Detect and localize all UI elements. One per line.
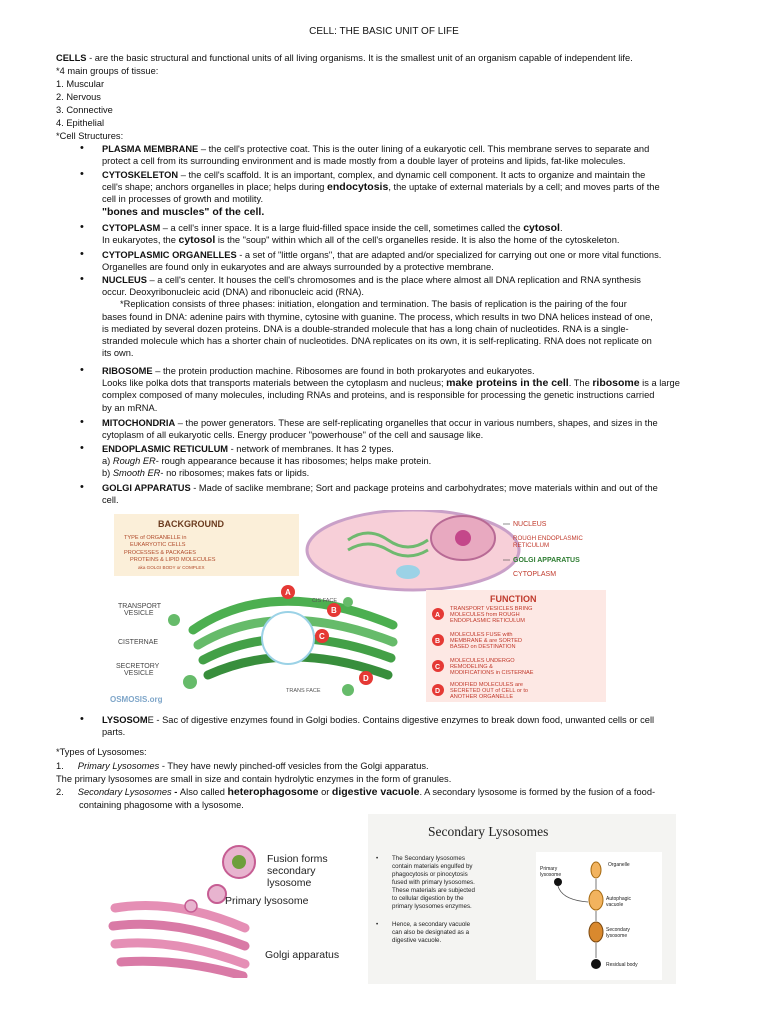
type-2-detail: containing phagosome with a lysosome.	[79, 800, 244, 810]
label-secretory: SECRETORY	[116, 663, 160, 670]
fn-b-line3: BASED on DESTINATION	[450, 644, 516, 650]
slide-b1-line5: These materials are subjected	[392, 887, 475, 894]
secondary-lysosome-shape	[589, 922, 603, 942]
type-2-item: 2. Secondary Lysosomes - Also called heterophagosome or digestive vacuole. A secondary lysosome is formed by the fusion of a food-	[56, 786, 656, 798]
bullet: •	[80, 442, 84, 454]
marker-d-label: D	[363, 674, 369, 683]
bullet: •	[80, 416, 84, 428]
slide-b1-line6: to cellular digestion by the	[392, 895, 464, 902]
golgi-apparatus-item: GOLGI APPARATUS - Made of saclike membrane; Sort and package proteins and carbohydrates; move materials within and out of the cell.	[102, 483, 658, 506]
slide-b2-line2: can also be designated as a	[392, 929, 470, 936]
bullet: •	[80, 142, 84, 154]
label-vesicle: VESICLE	[124, 610, 154, 617]
bullet: •	[80, 364, 84, 376]
page-title: CELL: THE BASIC UNIT OF LIFE	[309, 26, 459, 37]
golgi-cisterna	[121, 961, 243, 976]
fn-d-line1: MODIFIED MOLECULES are	[450, 682, 524, 688]
marker-b-label: B	[331, 606, 337, 615]
function-title: FUNCTION	[490, 594, 537, 604]
marker-c-label: C	[319, 632, 325, 641]
cytoplasm-item: CYTOPLASM – a cell's inner space. It is a large fluid-filled space inside the cell, sometimes called the cytosol. In eukaryotes, the cytosol is the "soup" within which all of the cell's organelles reside. It is also the home of the cytoskeleton.	[102, 222, 620, 247]
fn-d-line3: ANOTHER ORGANELLE	[450, 694, 514, 700]
secondary-lysosomes-slide	[368, 814, 676, 984]
fn-a-line3: ENDOPLASMIC RETICULUM	[450, 618, 525, 624]
bullet: •	[80, 713, 84, 725]
fig2-label-golgi: Golgi apparatus	[265, 949, 340, 961]
transport-vesicle	[168, 614, 180, 626]
fig2-label-primary: Primary lysosome	[225, 895, 309, 907]
label-cisternae: CISTERNAE	[118, 639, 159, 646]
diag-secondary: Secondary	[606, 927, 630, 933]
secondary-lysosomes-svg	[368, 814, 676, 984]
label-transport: TRANSPORT	[118, 603, 162, 610]
slide-b2-line1: Hence, a secondary vacuole	[392, 921, 471, 928]
label-rough-er: ROUGH ENDOPLASMIC	[513, 535, 583, 542]
autophagic-vacuole-shape	[589, 890, 603, 910]
ribosome-item: RIBOSOME – the protein production machine. Ribosomes are found in both prokaryotes and eukaryotes. Looks like polka dots that transports materials between the cytoplasm and nucleus; make proteins in the cell. The ribosome is a large complex composed of many molecules, including RNAs and proteins, and is responsible for processing the genetic instructions carried by an mRNA.	[102, 366, 680, 413]
bullet: •	[80, 248, 84, 260]
nucleus-item: NUCLEUS – a cell's center. It houses the cell's chromosomes and is the place where almost all DNA replication and RNA synthesis occur. Deoxyribonucleic acid (DNA) and ribonucleic acid (RNA). *Replication consists of three phases: initiation, elongation and termination. The basis of replication is the pairing of the four bases found in DNA: adenine pairs with thymine, cytosine with guanine. The process, which results in two DNA helices instead of one, is mediated by several dozen proteins. DNA is a double-stranded molecule that has a long chain of nucleotides. RNA is a single- stranded molecule which has a shorter chain of nucleotides. DNA replicates on its own, it is self-replicating. RNA does not replicate on its own.	[102, 275, 653, 359]
bullet: •	[80, 168, 84, 180]
vesicle-shape	[185, 900, 197, 912]
slide-b1-line1: The Secondary lysosomes	[392, 855, 465, 862]
slide-title: Secondary Lysosomes	[428, 824, 549, 839]
primary-lysosome-shape	[208, 885, 226, 903]
golgi-infographic	[108, 510, 711, 710]
bg-item-2: EUKARYOTIC CELLS	[130, 542, 186, 548]
bullet: •	[80, 273, 84, 285]
bg-item-5: aka GOLGI BODY or COMPLEX	[138, 565, 205, 570]
mitochondria-item: MITOCHONDRIA – the power generators. These are self-replicating organelles that occur in various numbers, shapes, and sizes in the cytoplasm of all eukaryotic cells. Energy producer "powerhouse" of the cell and sausage like.	[102, 418, 658, 441]
slide-b2-line3: digestive vacuole.	[392, 937, 442, 944]
bg-item-4: PROTEINS & LIPID MOLECULES	[130, 557, 216, 563]
trans-face-label: TRANS FACE	[286, 688, 321, 694]
diag-organelle: Organelle	[608, 862, 630, 868]
residual-body-shape	[591, 959, 601, 969]
endoplasmic-reticulum-item: ENDOPLASMIC RETICULUM - network of membranes. It has 2 types. a) Rough ER- rough appearance because it has ribosomes; helps make protein. b) Smooth ER- no ribosomes; makes fats or lipids.	[102, 444, 432, 479]
primary-lysosome-dot	[554, 878, 562, 886]
tissue-heading: *4 main groups of tissue:	[56, 66, 159, 76]
fn-d-line2: SECRETED OUT of CELL or to	[450, 688, 529, 694]
cytoplasmic-organelles-item: CYTOPLASMIC ORGANELLES - a set of "little organs", that are adapted and/or specialized for carrying out one or more vital functions. Organelles are found only in eukaryotes and are always surrounded by a protective membrane.	[102, 250, 662, 273]
fn-a-line1: TRANSPORT VESICLES BRING	[450, 606, 533, 612]
label-golgi: GOLGI APPARATUS	[513, 557, 580, 564]
slide-bullet: •	[376, 921, 379, 928]
fn-c-key: C	[435, 664, 441, 671]
fn-b-line2: MEMBRANE & are SORTED	[450, 638, 523, 644]
diag-lysosome: lysosome	[540, 872, 562, 878]
diag-vacuole: vacuole	[606, 902, 624, 908]
diag-lysosome-2: lysosome	[606, 933, 628, 939]
fig2-label-secondary: secondary	[267, 865, 316, 877]
type-1-detail: The primary lysosomes are small in size and contain hydrolytic enzymes in the form of granules.	[56, 774, 452, 784]
golgi-infographic-svg	[108, 510, 711, 710]
secretory-vesicle	[183, 675, 197, 689]
nucleolus-shape	[455, 530, 471, 546]
fn-b-key: B	[435, 638, 441, 645]
bg-item-3: PROCESSES & PACKAGES	[124, 550, 197, 556]
engulfed-material	[232, 855, 246, 869]
osmosis-logo: OSMOSIS.org	[110, 695, 163, 704]
cells-definition: CELLS - are the basic structural and functional units of all living organisms. It is the smallest unit of an organism capable of independent life.	[56, 53, 633, 63]
tissue-item-4: 4. Epithelial	[56, 118, 105, 128]
fn-a-key: A	[435, 612, 441, 619]
background-title: BACKGROUND	[158, 519, 224, 529]
organelle-shape	[591, 862, 601, 878]
fig2-label-lysosome: lysosome	[267, 877, 312, 889]
diag-primary: Primary	[540, 866, 558, 872]
diag-autophagic: Autophagic	[606, 896, 632, 902]
diag-residual: Residual body	[606, 962, 638, 968]
bg-item-1: TYPE of ORGANELLE in	[124, 535, 187, 541]
cytoskeleton-item: CYTOSKELETON – the cell's scaffold. It is an important, complex, and dynamic cell component. It acts to organize and maintain the cell's shape; anchors organelles in place; helps during endocytosis, the uptake of external materials by a cell; and moves parts of the cell in processes of growth and motility. "bones and muscles" of the cell.	[102, 170, 660, 218]
tissue-item-1: 1. Muscular	[56, 79, 105, 89]
label-nucleus: NUCLEUS	[513, 521, 547, 528]
slide-b1-line4: fused with primary lysosomes.	[392, 879, 475, 886]
type-1-item: 1. Primary Lysosomes - They have newly pinched-off vesicles from the Golgi apparatus.	[56, 761, 429, 771]
bullet: •	[80, 481, 84, 493]
cis-face-label: CIS FACE	[312, 598, 338, 604]
fn-b-line1: MOLECULES FUSE with	[450, 632, 513, 638]
fig2-label-fusion: Fusion forms	[267, 853, 328, 865]
tissue-item-3: 3. Connective	[56, 105, 113, 115]
lysosome-fusion-svg	[105, 838, 365, 978]
slide-bullet: •	[376, 855, 379, 862]
bullet: •	[80, 221, 84, 233]
fn-c-line3: MODIFICATIONS in CISTERNAE	[450, 670, 534, 676]
vesicle	[343, 597, 353, 607]
types-heading: *Types of Lysosomes:	[56, 747, 147, 757]
vesicle	[342, 684, 354, 696]
label-rough-er-2: RETICULUM	[513, 542, 550, 549]
zoom-circle	[262, 612, 314, 664]
fn-c-line1: MOLECULES UNDERGO	[450, 658, 515, 664]
label-cytoplasm: CYTOPLASM	[513, 571, 557, 578]
structures-heading: *Cell Structures:	[56, 131, 124, 141]
slide-b1-line2: contain materials engulfed by	[392, 863, 473, 870]
fn-a-line2: MOLECULES from ROUGH	[450, 612, 520, 618]
tissue-item-2: 2. Nervous	[56, 92, 101, 102]
fn-c-line2: REMODELING &	[450, 664, 493, 670]
slide-b1-line3: phagocytosis or pinocytosis	[392, 871, 468, 878]
label-vesicle-2: VESICLE	[124, 670, 154, 677]
lysosome-fusion-figure	[105, 838, 365, 978]
plasma-membrane-item: PLASMA MEMBRANE – the cell's protective coat. This is the outer lining of a eukaryotic cell. This membrane serves to separate and protect a cell from its surrounding environment and is made mostly from a double layer of proteins and lipids, fat-like molecules.	[102, 144, 650, 167]
lysosome-item: LYSOSOME - Sac of digestive enzymes found in Golgi bodies. Contains digestive enzymes to break down food, unwanted cells or cell parts.	[102, 715, 655, 738]
marker-a-label: A	[285, 588, 291, 597]
fn-d-key: D	[435, 688, 441, 695]
vesicle-shape	[396, 565, 420, 579]
slide-b1-line7: primary lysosomes enzymes.	[392, 903, 472, 910]
